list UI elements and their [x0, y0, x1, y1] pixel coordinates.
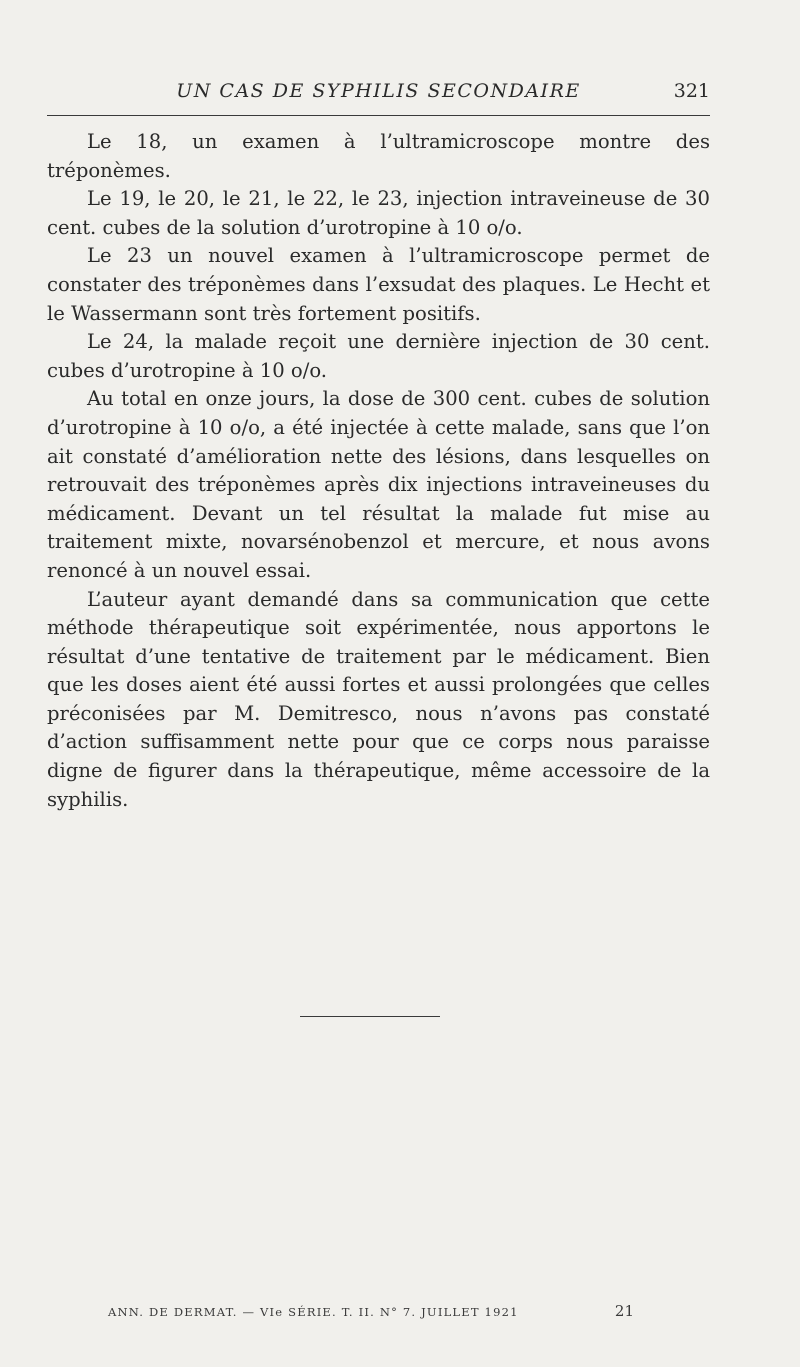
paragraph-1: Le 18, un examen à l’ultramicroscope montre des tréponèmes.: [47, 130, 710, 182]
printer-signature-mark: 21: [614, 1302, 634, 1320]
paragraph-3: Le 23 un nouvel examen à l’ultramicroscope permet de constater des tréponèmes dans l’exsudat des plaques. Le Hecht et le Wassermann sont très fortement positifs.: [47, 244, 710, 325]
paragraph-2: Le 19, le 20, le 21, le 22, le 23, injection intraveineuse de 30 cent. cubes de la solution d’urotropine à 10 o/o.: [47, 187, 710, 239]
journal-citation: ANN. DE DERMAT. — VIe SÉRIE. T. II. N° 7. JUILLET 1921: [108, 1305, 519, 1319]
article-body: [47, 128, 710, 814]
paragraph-5: Au total en onze jours, la dose de 300 cent. cubes de solution d’urotropine à 10 o/o, a été injectée à cette malade, sans que l’on ait constaté d’amélioration nette des lésions, dans lesquelles on retrouvait des tréponèmes après dix injections intraveineuses du médicament. Devant un tel résultat la malade fut mise au traitement mixte, novarsénobenzol et mercure, et nous avons renoncé à un nouvel essai.: [47, 387, 710, 582]
end-of-article-rule: [300, 1016, 440, 1017]
paragraph-4: Le 24, la malade reçoit une dernière injection de 30 cent. cubes d’urotropine à 10 o/o.: [47, 330, 710, 382]
running-title: UN CAS DE SYPHILIS SECONDAIRE: [176, 80, 581, 102]
running-head: [47, 80, 710, 106]
page-footer: [108, 1302, 634, 1327]
header-rule: [47, 115, 710, 116]
paragraph-6: L’auteur ayant demandé dans sa communication que cette méthode thérapeutique soit expérimentée, nous apportons le résultat d’une tentative de traitement par le médicament. Bien que les doses aient été aussi fortes et aussi prolongées que celles préconisées par M. Demitresco, nous n’avons pas constaté d’action suffisamment nette pour que ce corps nous paraisse digne de figurer dans la thérapeutique, même accessoire de la syphilis.: [47, 587, 710, 811]
page-number: 321: [673, 80, 710, 102]
